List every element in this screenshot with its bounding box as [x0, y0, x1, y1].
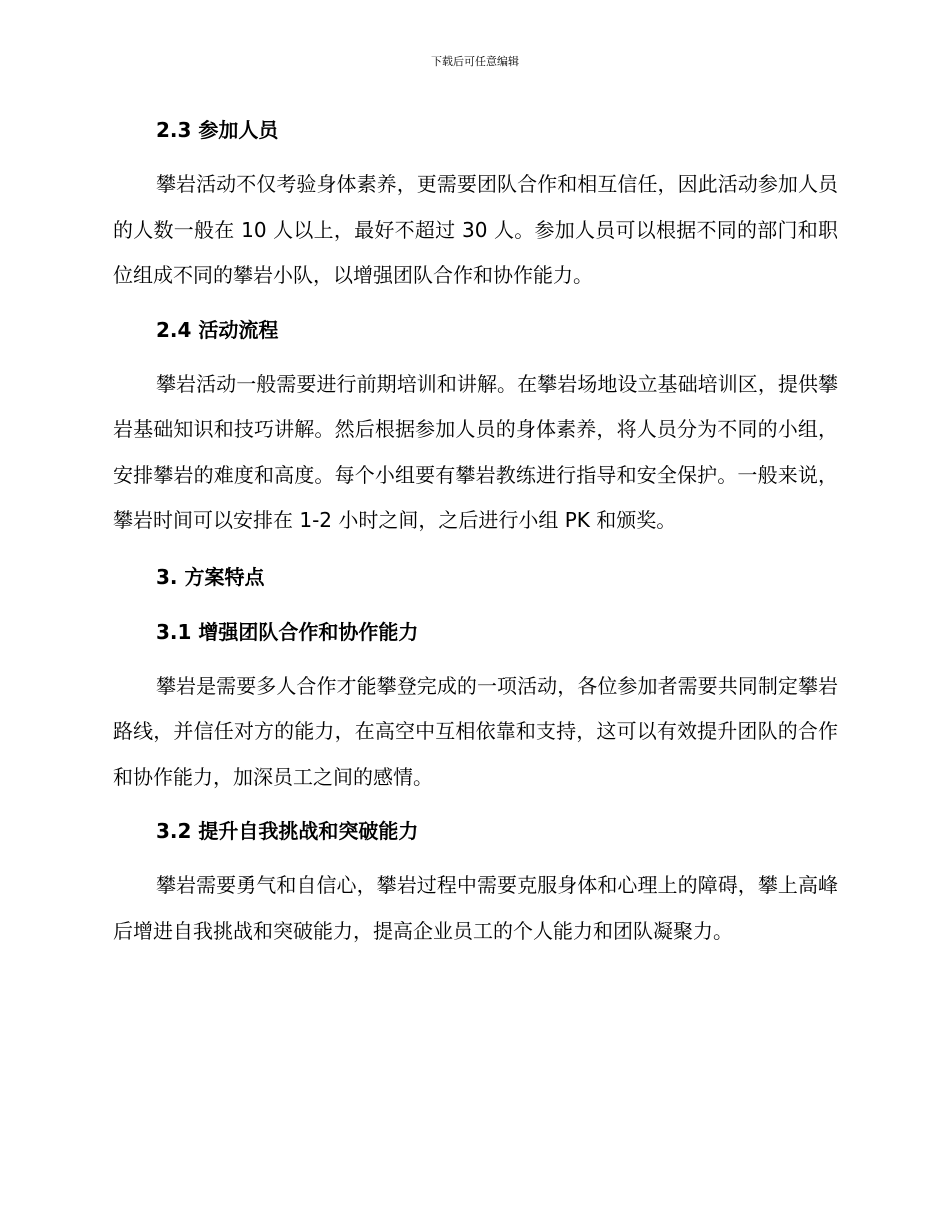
document-body	[113, 110, 838, 954]
section-paragraph-2-4: 攀岩活动一般需要进行前期培训和讲解。在攀岩场地设立基础培训区，提供攀岩基础知识和技巧讲解。然后根据参加人员的身体素养，将人员分为不同的小组，安排攀岩的难度和高度。每个小组要有攀岩教练进行指导和安全保护。一般来说，攀岩时间可以安排在 1-2 小时之间，之后进行小组 PK 和颁奖。	[113, 371, 838, 532]
section-heading-2-3: 2.3 参加人员	[156, 118, 279, 142]
section-paragraph-3-1: 攀岩是需要多人合作才能攀登完成的一项活动，各位参加者需要共同制定攀岩路线，并信任对方的能力，在高空中互相依靠和支持，这可以有效提升团队的合作和协作能力，加深员工之间的感情。	[113, 673, 838, 789]
section-paragraph-3-2: 攀岩需要勇气和自信心，攀岩过程中需要克服身体和心理上的障碍，攀上高峰后增进自我挑战和突破能力，提高企业员工的个人能力和团队凝聚力。	[113, 873, 838, 943]
page-header: 下载后可任意编辑	[431, 55, 519, 68]
section-heading-3-2: 3.2 提升自我挑战和突破能力	[156, 819, 419, 843]
section-heading-3-1: 3.1 增强团队合作和协作能力	[156, 619, 419, 644]
section-heading-2-4: 2.4 活动流程	[156, 317, 279, 342]
section-heading-3: 3. 方案特点	[156, 564, 265, 589]
section-paragraph-2-3: 攀岩活动不仅考验身体素养，更需要团队合作和相互信任，因此活动参加人员的人数一般在 10 人以上，最好不超过 30 人。参加人员可以根据不同的部门和职位组成不同的攀岩小队，以增强团队合作和协作能力。	[113, 172, 838, 287]
